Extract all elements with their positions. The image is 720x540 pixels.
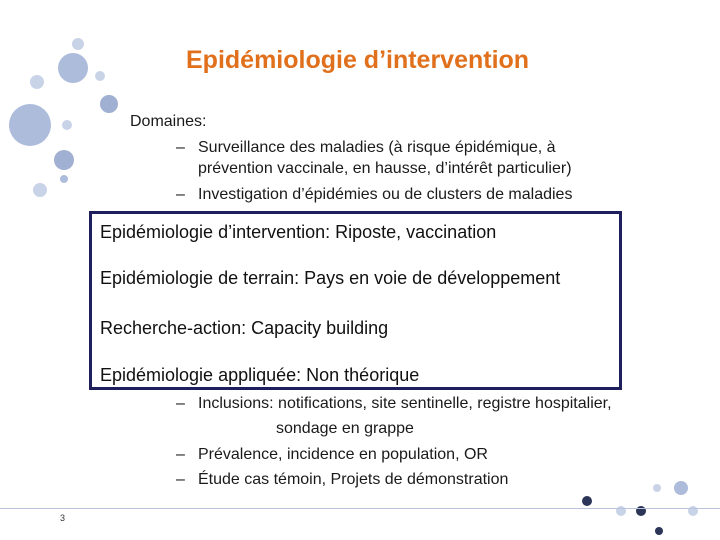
decor-dot bbox=[653, 484, 661, 492]
decor-dot bbox=[9, 104, 51, 146]
box-line-4: Epidémiologie appliquée: Non théorique bbox=[100, 365, 420, 385]
bullet-dash: – bbox=[176, 186, 185, 203]
section-label: Domaines: bbox=[130, 113, 207, 130]
bullet-dash: – bbox=[176, 395, 185, 412]
bullet-dash: – bbox=[176, 471, 185, 488]
decor-dot bbox=[62, 120, 72, 130]
top-bullet-1-cont: prévention vaccinale, en hausse, d’intérêt particulier) bbox=[198, 160, 572, 177]
decor-dot bbox=[95, 71, 105, 81]
bullet-dash: – bbox=[176, 446, 185, 463]
decor-dot bbox=[674, 481, 688, 495]
bottom-bullet-3: Étude cas témoin, Projets de démonstration bbox=[198, 471, 509, 488]
decor-dot bbox=[30, 75, 44, 89]
decor-dot bbox=[582, 496, 592, 506]
decor-dot bbox=[100, 95, 118, 113]
decor-dot bbox=[60, 175, 68, 183]
footer-rule bbox=[0, 508, 720, 509]
top-bullet-1: Surveillance des maladies (à risque épidémique, à bbox=[198, 139, 556, 156]
decor-dot bbox=[33, 183, 47, 197]
page-number: 3 bbox=[60, 513, 66, 523]
decor-dot bbox=[655, 527, 663, 535]
decor-dot bbox=[54, 150, 74, 170]
bottom-bullet-2: Prévalence, incidence en population, OR bbox=[198, 446, 488, 463]
bullet-dash: – bbox=[176, 139, 185, 156]
bottom-bullet-1-cont: sondage en grappe bbox=[276, 420, 414, 437]
decor-dot bbox=[58, 53, 88, 83]
overlay-box bbox=[89, 211, 622, 390]
box-line-3: Recherche-action: Capacity building bbox=[100, 318, 389, 338]
bottom-bullet-1: Inclusions: notifications, site sentinelle, registre hospitalier, bbox=[198, 395, 612, 412]
box-line-1: Epidémiologie d’intervention: Riposte, vaccination bbox=[100, 222, 497, 242]
box-line-2: Epidémiologie de terrain: Pays en voie de développement bbox=[100, 268, 561, 288]
decor-dot bbox=[72, 38, 84, 50]
slide-title: Epidémiologie d’intervention bbox=[186, 46, 530, 74]
top-bullet-2: Investigation d’épidémies ou de clusters de maladies bbox=[198, 186, 573, 203]
